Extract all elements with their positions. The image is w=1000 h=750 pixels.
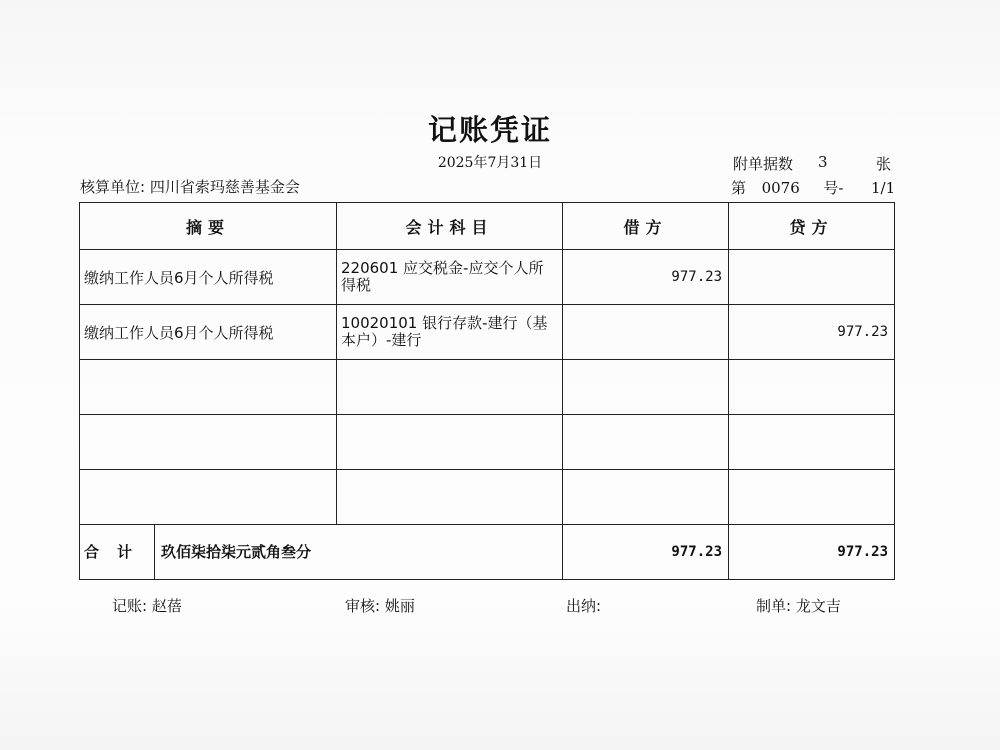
row-summary <box>80 415 337 470</box>
preparer-signature <box>756 595 841 616</box>
row-account <box>337 360 563 415</box>
unit-label: 核算单位: <box>80 178 146 196</box>
accounting-unit <box>80 176 300 197</box>
table-row <box>80 360 895 415</box>
voucher-date: 2025年7月31日 <box>437 155 543 171</box>
voucher-no-prefix: 第 <box>731 179 747 197</box>
total-debit: 977.23 <box>563 525 729 580</box>
cashier-label: 出纳: <box>566 597 602 615</box>
row-debit <box>563 360 729 415</box>
table-row <box>80 415 895 470</box>
header-account: 会计科目 <box>337 203 563 250</box>
header-debit: 借方 <box>563 203 729 250</box>
voucher-table <box>79 202 895 580</box>
row-credit: 977.23 <box>729 305 895 360</box>
table-row <box>80 470 895 525</box>
row-account <box>337 470 563 525</box>
row-credit <box>729 250 895 305</box>
row-credit <box>729 470 895 525</box>
total-label: 合计 <box>80 525 155 579</box>
row-credit <box>729 360 895 415</box>
header-summary: 摘要 <box>80 203 337 250</box>
table-row <box>80 250 895 305</box>
total-row <box>80 525 895 580</box>
header-credit: 贷方 <box>729 203 895 250</box>
row-summary: 缴纳工作人员6月个人所得税 <box>80 305 337 360</box>
preparer-name: 龙文吉 <box>795 597 841 615</box>
voucher-no-suffix: 号- <box>823 179 844 197</box>
bookkeeper-label: 记账: <box>112 597 148 615</box>
reviewer-label: 审核: <box>345 597 381 615</box>
unit-name: 四川省索玛慈善基金会 <box>149 178 300 196</box>
voucher-no-value: 0076 <box>761 179 800 197</box>
row-credit <box>729 415 895 470</box>
cashier-signature <box>566 595 601 616</box>
row-debit: 977.23 <box>563 250 729 305</box>
reviewer-name: 姚丽 <box>384 597 415 615</box>
preparer-label: 制单: <box>756 597 792 615</box>
bookkeeper-signature <box>112 595 182 616</box>
total-words-cell <box>80 525 563 580</box>
row-debit <box>563 305 729 360</box>
attachment-unit: 张 <box>876 155 892 173</box>
voucher-page: 1/1 <box>870 179 896 197</box>
voucher-number <box>731 177 895 198</box>
bookkeeper-name: 赵蓓 <box>151 597 182 615</box>
row-account <box>337 415 563 470</box>
row-debit <box>563 415 729 470</box>
total-credit: 977.23 <box>729 525 895 580</box>
attachment-label: 附单据数 <box>733 155 794 173</box>
row-summary <box>80 360 337 415</box>
attachment-count: 3 <box>818 153 828 171</box>
row-summary: 缴纳工作人员6月个人所得税 <box>80 250 337 305</box>
table-row <box>80 305 895 360</box>
table-header-row <box>80 203 895 250</box>
row-account: 10020101 银行存款-建行（基本户）-建行 <box>337 305 563 360</box>
total-amount-in-words: 玖佰柒拾柒元贰角叁分 <box>161 543 312 561</box>
reviewer-signature <box>345 595 415 616</box>
row-debit <box>563 470 729 525</box>
row-summary <box>80 470 337 525</box>
row-account: 220601 应交税金-应交个人所得税 <box>337 250 563 305</box>
voucher-title: 记账凭证 <box>427 113 552 147</box>
